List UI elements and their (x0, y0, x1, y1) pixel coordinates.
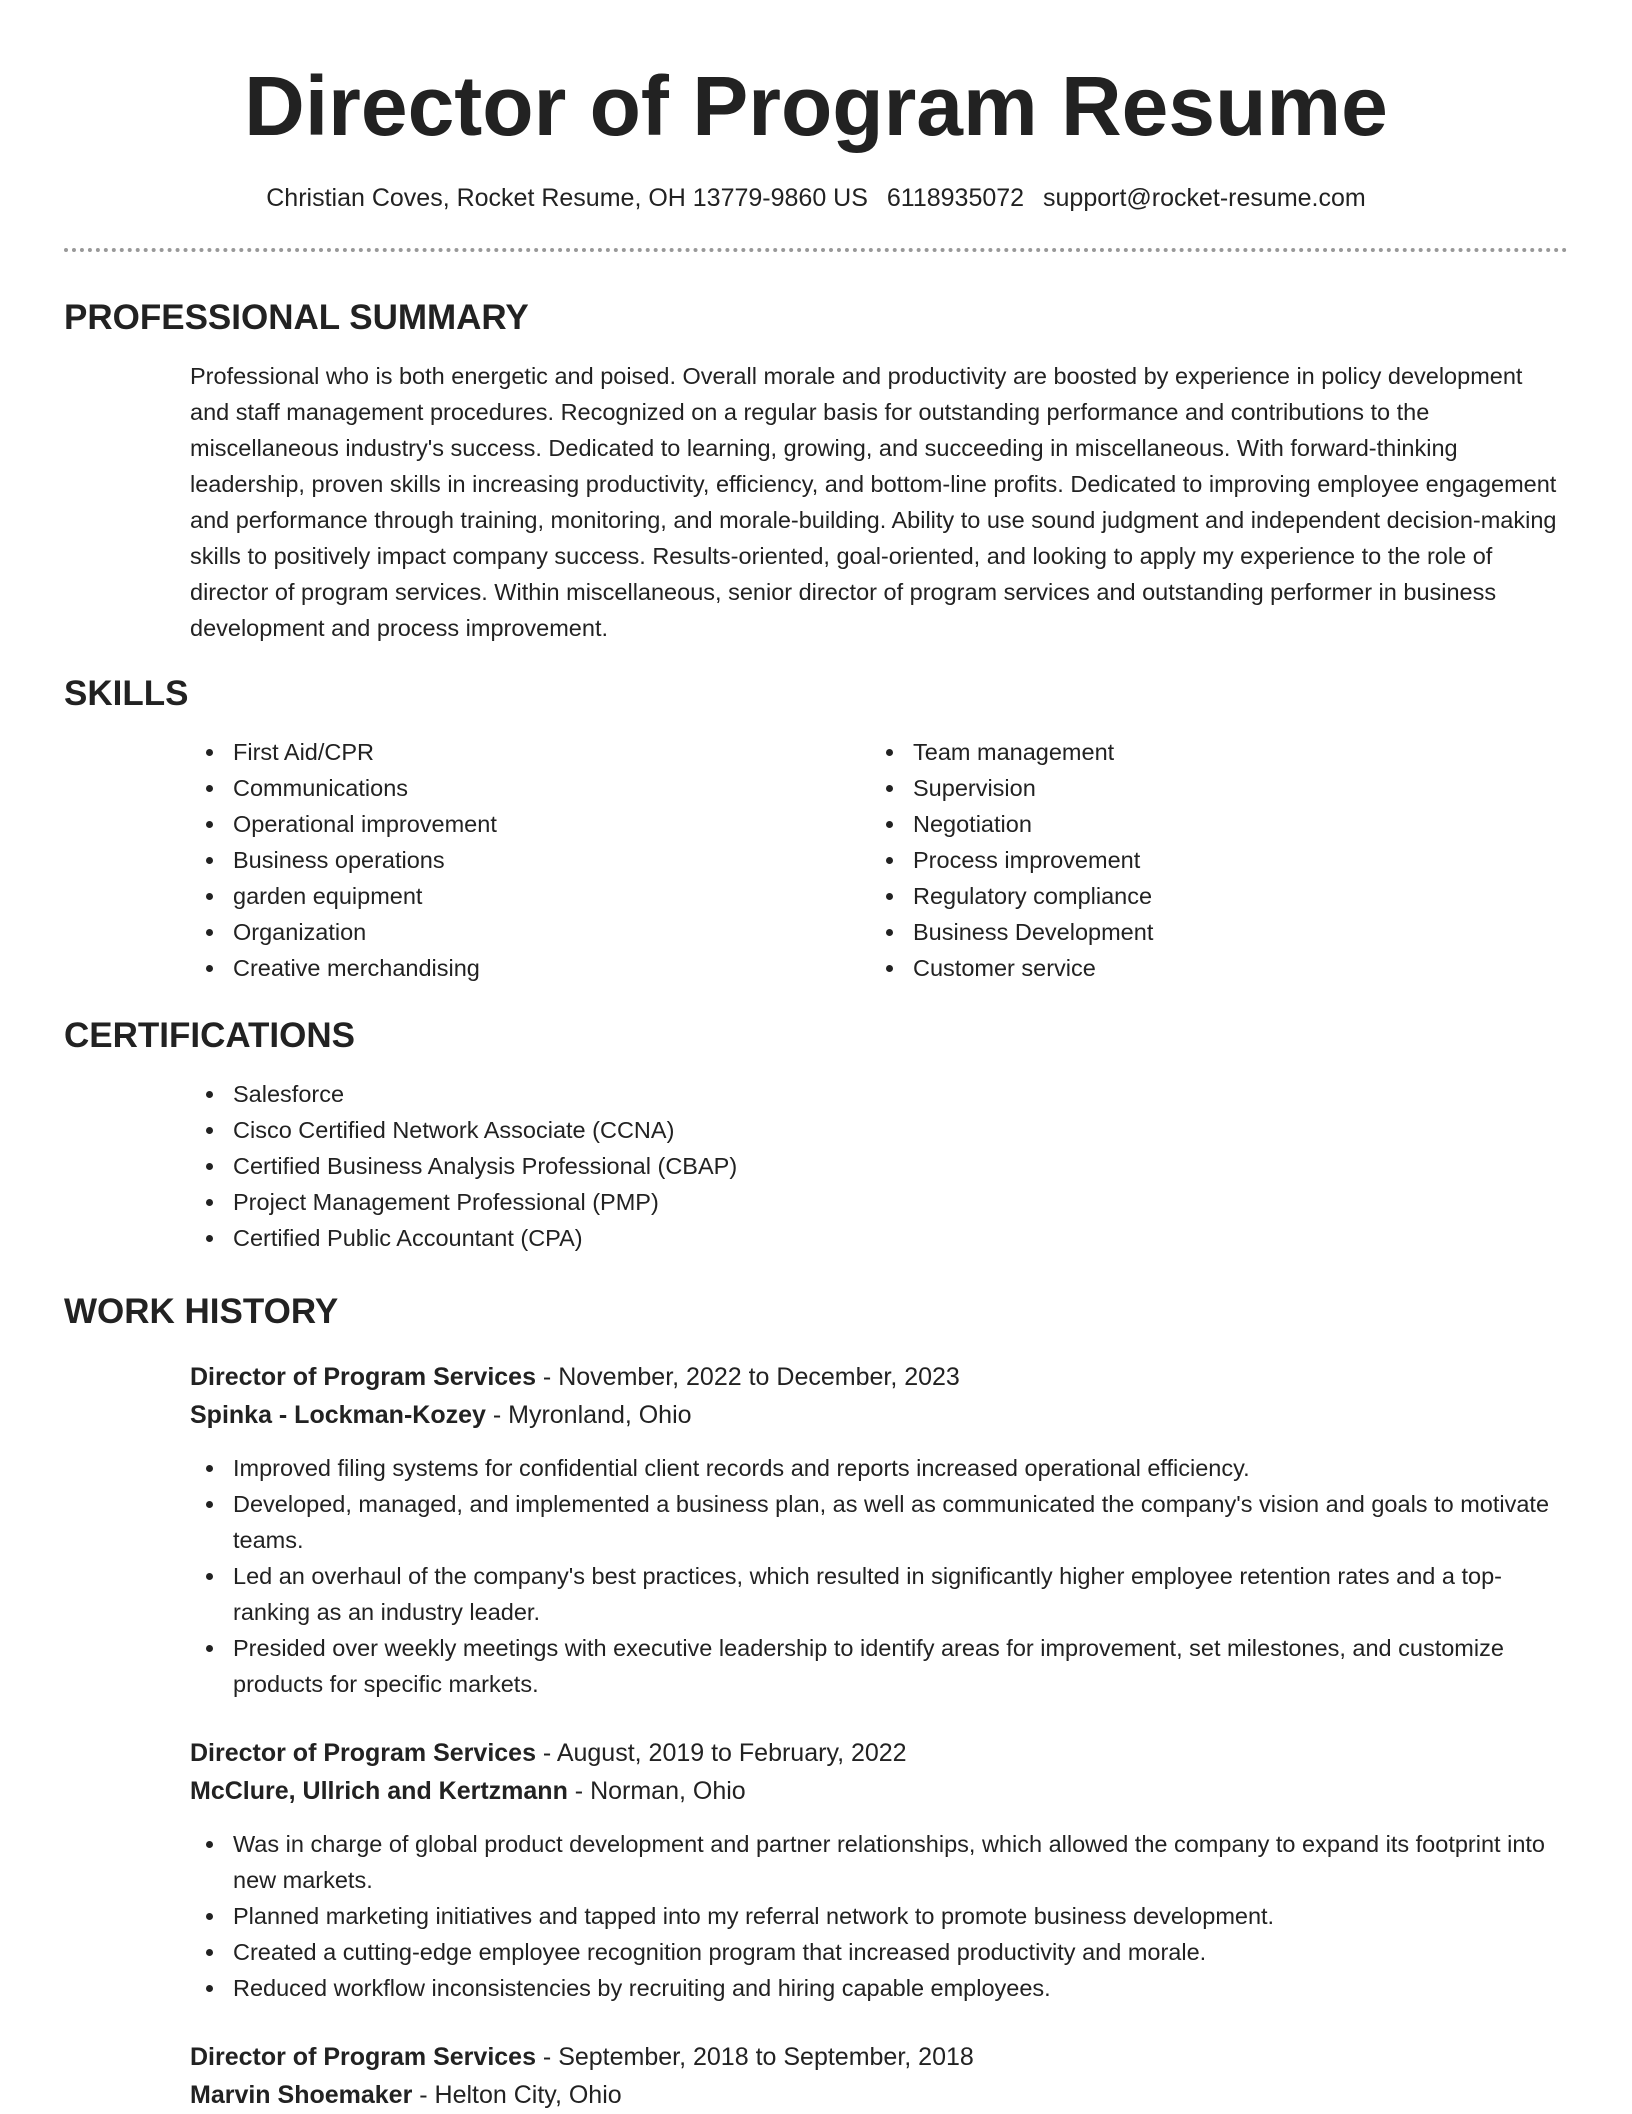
skill-item: Regulatory compliance (886, 878, 1486, 914)
job-bullet: Presided over weekly meetings with executive leadership to identify areas for improvement, set milestones, and customize products for specific markets. (206, 1630, 1568, 1702)
job-company: Spinka - Lockman-Kozey (190, 1401, 486, 1429)
job-bullets (206, 1450, 1568, 1702)
skills-list (0, 734, 1632, 986)
job-company-line (190, 1396, 1568, 1434)
job-title: Director of Program Services (190, 1363, 536, 1391)
skill-item: Business operations (206, 842, 886, 878)
skill-item: Communications (206, 770, 886, 806)
job-entry (190, 2038, 1568, 2114)
certification-item: Certified Business Analysis Professional (CBAP) (206, 1148, 1632, 1184)
skill-item: Team management (886, 734, 1486, 770)
job-bullets (206, 1826, 1568, 2006)
job-location: - Norman, Ohio (567, 1777, 746, 1805)
job-company-line (190, 2076, 1568, 2114)
summary-heading: PROFESSIONAL SUMMARY (64, 298, 529, 337)
skill-item: Organization (206, 914, 886, 950)
contact-address: Christian Coves, Rocket Resume, OH 13779-9860 US (266, 184, 868, 212)
certifications-list (206, 1076, 1632, 1256)
job-dates: - August, 2019 to February, 2022 (535, 1739, 907, 1767)
job-title: Director of Program Services (190, 1739, 536, 1767)
job-bullet: Developed, managed, and implemented a business plan, as well as communicated the company's vision and goals to motivate teams. (206, 1486, 1568, 1558)
skills-heading: SKILLS (64, 674, 189, 713)
header-divider (64, 248, 1568, 252)
job-entry (190, 1358, 1568, 1702)
skill-item: Customer service (886, 950, 1486, 986)
skill-item: Business Development (886, 914, 1486, 950)
skill-item: garden equipment (206, 878, 886, 914)
skill-item: Negotiation (886, 806, 1486, 842)
job-bullet: Led an overhaul of the company's best practices, which resulted in significantly higher employee retention rates and a top-ranking as an industry leader. (206, 1558, 1568, 1630)
job-dates: - November, 2022 to December, 2023 (535, 1363, 960, 1391)
contact-line (0, 182, 1632, 214)
skills-column-left (206, 734, 886, 986)
skill-item: First Aid/CPR (206, 734, 886, 770)
job-bullet: Was in charge of global product development and partner relationships, which allowed the company to expand its footprint into new markets. (206, 1826, 1568, 1898)
job-company: McClure, Ullrich and Kertzmann (190, 1777, 568, 1805)
job-title-line (190, 2038, 1568, 2076)
certification-item: Project Management Professional (PMP) (206, 1184, 1632, 1220)
job-location: - Helton City, Ohio (412, 2081, 622, 2109)
job-title-line (190, 1734, 1568, 1772)
skills-column-right (886, 734, 1486, 986)
skill-item: Operational improvement (206, 806, 886, 842)
skill-item: Process improvement (886, 842, 1486, 878)
job-entry (190, 1734, 1568, 2006)
skill-item: Creative merchandising (206, 950, 886, 986)
certification-item: Cisco Certified Network Associate (CCNA) (206, 1112, 1632, 1148)
job-company-line (190, 1772, 1568, 1810)
job-title: Director of Program Services (190, 2043, 536, 2071)
job-bullet: Reduced workflow inconsistencies by recruiting and hiring capable employees. (206, 1970, 1568, 2006)
job-location: - Myronland, Ohio (485, 1401, 692, 1429)
contact-email: support@rocket-resume.com (1043, 184, 1366, 212)
job-bullet: Created a cutting-edge employee recognition program that increased productivity and morale. (206, 1934, 1568, 1970)
work-history-heading: WORK HISTORY (64, 1292, 339, 1331)
summary-text: Professional who is both energetic and poised. Overall morale and productivity are boosted by experience in policy development and staff management procedures. Recognized on a regular basis for outstanding performance and contributions to the miscellaneous industry's success. Dedicated to learning, growing, and succeeding in miscellaneous. With forward-thinking leadership, proven skills in increasing productivity, efficiency, and bottom-line profits. Dedicated to improving employee engagement and performance through training, monitoring, and morale-building. Ability to use sound judgment and independent decision-making skills to positively impact company success. Results-oriented, goal-oriented, and looking to apply my experience to the role of director of program services. Within miscellaneous, senior director of program services and outstanding performer in business development and process improvement. (190, 363, 1557, 641)
resume-title: Director of Program Resume (244, 59, 1388, 153)
job-bullet: Improved filing systems for confidential client records and reports increased operational efficiency. (206, 1450, 1568, 1486)
certification-item: Salesforce (206, 1076, 1632, 1112)
job-bullet: Planned marketing initiatives and tapped into my referral network to promote business development. (206, 1898, 1568, 1934)
job-dates: - September, 2018 to September, 2018 (535, 2043, 974, 2071)
job-company: Marvin Shoemaker (190, 2081, 413, 2109)
job-title-line (190, 1358, 1568, 1396)
certifications-heading: CERTIFICATIONS (64, 1016, 356, 1055)
contact-phone: 6118935072 (886, 184, 1025, 212)
certification-item: Certified Public Accountant (CPA) (206, 1220, 1632, 1256)
skill-item: Supervision (886, 770, 1486, 806)
